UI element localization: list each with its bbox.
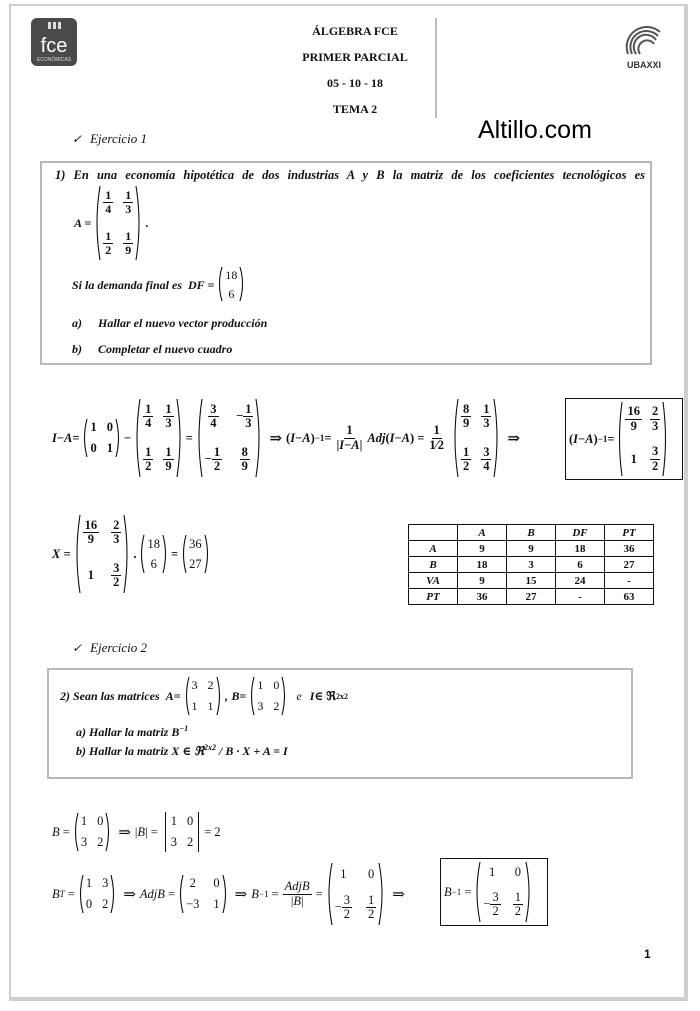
det-b-computation: B = 1 0 3 2 ⇒ | B | = 1 0 3 2 = 2 (52, 812, 221, 852)
ex2-part-a: a) Hallar la matriz $B^{-1}$ (76, 724, 189, 739)
io-table (408, 524, 654, 605)
table-row: B 18 3 6 27 (409, 557, 654, 573)
course-title: ÁLGEBRA FCE (312, 24, 398, 38)
svg-text:ECONÓMICAS: ECONÓMICAS (36, 57, 72, 63)
ex1-item-a: a) Hallar el nuevo vector producción (72, 316, 268, 330)
matrix-a-expression: A = $\frac{1}{4}$ $\frac{1}{3}$ $\frac{1}{2}$ $\frac{1}{9}$ . (74, 185, 148, 261)
table-header-row: A B DF PT (409, 525, 654, 541)
inverse-computation: I − A = 1 0 0 1 − $\frac{1}{4}$ $\frac{1}{3}$ $\frac{1}{2}$ $\frac{1}{9}$ = $\frac{3}{4}$ − $\frac{1}{3}$ − $\frac{1}{2}$ $\frac{8}{9}$ ⇒ ( I − A ) −1 = $\frac{1}{|I-A|}$ Adj ( I − A ) = $\frac{1}{1⁄2}$ $\frac{8}{9}$ $\frac{1}{3}$ $\frac{1}{2}$ $\frac{3}{4}$ ⇒ (52, 398, 524, 478)
page-number: 1 (644, 947, 651, 961)
fce-logo (31, 18, 77, 66)
x-computation: X = $\frac{16}{9}$ $\frac{2}{3}$ 1 $\frac{3}{2}$ . 18 6 = 36 27 (52, 514, 213, 594)
table-row: VA 9 15 24 - (409, 573, 654, 589)
table-row: A 9 9 18 36 (409, 541, 654, 557)
svg-text:fce: fce (40, 35, 68, 57)
check-icon: ✓ (72, 132, 83, 146)
ex1-statement: 1) En una economía hipotética de dos industrias A y B la matriz de los coeficientes tecnológicos es (55, 168, 645, 182)
header-divider (435, 18, 437, 118)
demand-expression: Si la demanda final es DF = 18 6 (72, 266, 248, 304)
ex2-heading: ✓ Ejercicio 2 (72, 640, 147, 655)
inverse-result-box: ( I − A ) −1 = $\frac{16}{9}$ $\frac{2}{3}$ 1 $\frac{3}{2}$ (565, 398, 683, 480)
exam-version: TEMA 2 (332, 102, 378, 116)
check-icon: ✓ (72, 641, 83, 655)
inverse-b-computation: B T = 1 3 0 2 ⇒ AdjB = 2 0 −3 1 ⇒ B −1 = $\frac{\text{AdjB}}{|B|}$ = 1 0 − $\frac{3}{2}$ $\frac{1}{2}$ ⇒ (52, 862, 409, 926)
ex1-heading: ✓ Ejercicio 1 (72, 131, 147, 146)
table-row: PT 36 27 - 63 (409, 589, 654, 605)
ex1-item-b: b) Completar el nuevo cuadro (72, 342, 233, 356)
inverse-b-result-box: B −1 = 1 0 − $\frac{3}{2}$ $\frac{1}{2}$ (440, 858, 548, 926)
exam-date: 05 - 10 - 18 (327, 76, 383, 90)
svg-text:UBAXXI: UBAXXI (626, 60, 662, 70)
watermark: Altillo.com (478, 116, 592, 144)
exam-title: PRIMER PARCIAL (302, 50, 408, 64)
ex2-statement: 2) Sean las matrices A = 3 2 1 1 , B = 1 0 3 2 e I ∈ ℜ 2x2 (60, 678, 349, 713)
exam-header (270, 18, 440, 122)
ubaxxi-logo (620, 22, 668, 72)
ex2-part-b: b) Hallar la matriz X ∈ ℜ$^{2x2}$ / B · X + A = I (76, 743, 288, 758)
